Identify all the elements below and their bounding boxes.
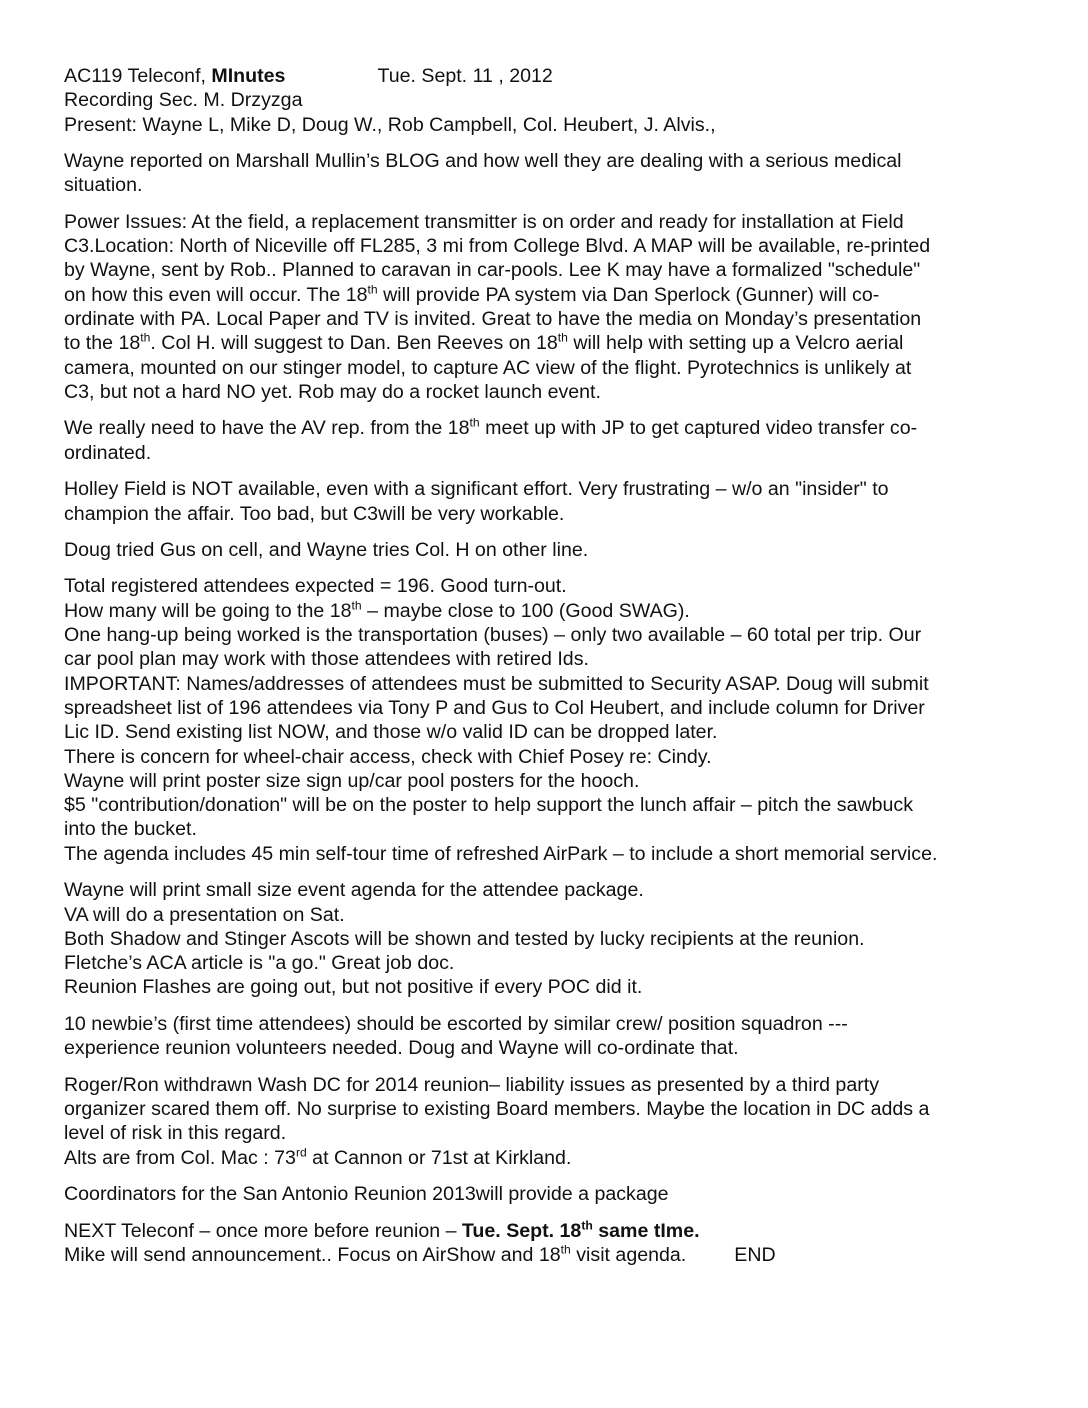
text-span: – maybe close to 100 (Good SWAG). xyxy=(361,599,690,622)
text-line: ordinate with PA. Local Paper and TV is invited. Great to have the media on Monday’s presentation xyxy=(64,308,922,331)
paragraph-newbies xyxy=(64,1012,1032,1061)
text-line: champion the affair. Too bad, but C3will be very workable. xyxy=(64,502,565,525)
text-line: spreadsheet list of 196 attendees via Tony P and Gus to Col Heubert, and include column for Driver xyxy=(64,696,925,719)
header-title-line xyxy=(64,64,1032,88)
paragraph-attendees xyxy=(64,574,1032,866)
text-line xyxy=(64,1146,1032,1170)
text-line: Wayne reported on Marshall Mullin’s BLOG and how well they are dealing with a serious medical xyxy=(64,150,902,173)
text-span: NEXT Teleconf – once more before reunion – xyxy=(64,1219,462,1242)
text-span: We really need to have the AV rep. from the 18 xyxy=(64,417,470,440)
text-line: Power Issues: At the field, a replacement transmitter is on order and ready for installation at Field xyxy=(64,210,904,233)
text-line: Wayne will print poster size sign up/car pool posters for the hooch. xyxy=(64,769,640,792)
paragraph-agenda xyxy=(64,878,1032,999)
superscript: th xyxy=(581,1218,593,1232)
minutes-label: MInutes xyxy=(211,65,286,87)
text-span: meet up with JP to get captured video transfer co- xyxy=(479,417,918,440)
text-span: visit agenda. xyxy=(570,1243,687,1266)
text-line: Reunion Flashes are going out, but not positive if every POC did it. xyxy=(64,976,643,999)
text-line: Coordinators for the San Antonio Reunion 2013will provide a package xyxy=(64,1183,669,1206)
text-span: Alts are from Col. Mac : 73 xyxy=(64,1146,296,1169)
paragraph-holley-field xyxy=(64,477,1032,526)
text-line: ordinated. xyxy=(64,441,152,464)
superscript: rd xyxy=(295,1145,307,1160)
text-line: There is concern for wheel-chair access, check with Chief Posey re: Cindy. xyxy=(64,745,712,768)
superscript: th xyxy=(469,415,480,430)
text-line: One hang-up being worked is the transportation (buses) – only two available – 60 total per trip. Our xyxy=(64,624,922,647)
header-title: AC119 Teleconf, xyxy=(64,65,212,87)
text-line: by Wayne, sent by Rob.. Planned to caravan in car-pools. Lee K may have a formalized "schedule" xyxy=(64,259,921,282)
recording-secretary: Recording Sec. M. Drzyzga xyxy=(64,89,303,112)
text-span: Mike will send announcement.. Focus on AirShow and 18 xyxy=(64,1243,561,1266)
paragraph-av-rep xyxy=(64,416,1032,465)
paragraph-next-teleconf xyxy=(64,1219,1032,1268)
paragraph-2014-reunion xyxy=(64,1073,1032,1170)
text-line: VA will do a presentation on Sat. xyxy=(64,903,345,926)
text-line: C3, but not a hard NO yet. Rob may do a rocket launch event. xyxy=(64,380,601,403)
paragraph-doug-calls xyxy=(64,538,1032,562)
header-block xyxy=(64,64,1032,137)
meeting-date: Tue. Sept. 11 , 2012 xyxy=(377,65,553,87)
text-span: at Cannon or 71st at Kirkland. xyxy=(306,1146,572,1169)
paragraph-blog xyxy=(64,149,1032,198)
text-span: on how this even will occur. The 18 xyxy=(64,283,368,306)
text-line: situation. xyxy=(64,174,143,197)
text-line: Lic ID. Send existing list NOW, and those w/o valid ID can be dropped later. xyxy=(64,721,718,744)
text-line xyxy=(64,1243,1032,1267)
text-line: Both Shadow and Stinger Ascots will be shown and tested by lucky recipients at the reunion. xyxy=(64,927,865,950)
text-line: Holley Field is NOT available, even with a significant effort. Very frustrating – w/o an "insider" to xyxy=(64,478,889,501)
superscript: th xyxy=(367,282,378,297)
text-line: Fletche’s ACA article is "a go." Great job doc. xyxy=(64,952,455,975)
end-marker: END xyxy=(734,1243,776,1266)
text-span: How many will be going to the 18 xyxy=(64,599,352,622)
text-line: Doug tried Gus on cell, and Wayne tries Col. H on other line. xyxy=(64,538,589,561)
text-span: to the 18 xyxy=(64,332,141,355)
text-line: 10 newbie’s (first time attendees) should be escorted by similar crew/ position squadron --- xyxy=(64,1012,848,1035)
text-line: IMPORTANT: Names/addresses of attendees must be submitted to Security ASAP. Doug will submit xyxy=(64,672,929,695)
text-line: into the bucket. xyxy=(64,818,197,841)
text-line: The agenda includes 45 min self-tour time of refreshed AirPark – to include a short memorial service. xyxy=(64,842,938,865)
text-line: organizer scared them off. No surprise to existing Board members. Maybe the location in DC adds a xyxy=(64,1097,930,1120)
text-line xyxy=(64,416,1032,440)
text-line: C3.Location: North of Niceville off FL285, 3 mi from College Blvd. A MAP will be available, re-printed xyxy=(64,235,931,258)
text-line: Total registered attendees expected = 196. Good turn-out. xyxy=(64,575,567,598)
text-line: experience reunion volunteers needed. Doug and Wayne will co-ordinate that. xyxy=(64,1037,739,1060)
text-line: Wayne will print small size event agenda for the attendee package. xyxy=(64,879,644,902)
text-line xyxy=(64,283,1032,307)
superscript: th xyxy=(351,598,362,613)
text-line: camera, mounted on our stinger model, to capture AC view of the flight. Pyrotechnics is unlikely at xyxy=(64,356,912,379)
text-line: car pool plan may work with those attendees with retired Ids. xyxy=(64,648,589,671)
paragraph-power-issues xyxy=(64,210,1032,404)
text-line: $5 "contribution/donation" will be on the poster to help support the lunch affair – pitch the sawbuck xyxy=(64,794,913,817)
text-line: level of risk in this regard. xyxy=(64,1122,287,1145)
text-line xyxy=(64,331,1032,355)
text-span: will help with setting up a Velcro aerial xyxy=(567,332,904,355)
text-span: . Col H. will suggest to Dan. Ben Reeves on 18 xyxy=(150,332,558,355)
text-line: Roger/Ron withdrawn Wash DC for 2014 reunion– liability issues as presented by a third party xyxy=(64,1073,879,1096)
minutes-document xyxy=(64,64,1032,1279)
superscript: th xyxy=(557,330,568,345)
superscript: th xyxy=(560,1242,571,1257)
text-span: Tue. Sept. 18 xyxy=(461,1219,582,1242)
present-list: Present: Wayne L, Mike D, Doug W., Rob Campbell, Col. Heubert, J. Alvis., xyxy=(64,113,716,136)
text-line xyxy=(64,599,1032,623)
text-line xyxy=(64,1219,1032,1243)
paragraph-coordinators xyxy=(64,1182,1032,1206)
text-span: same tIme. xyxy=(592,1219,700,1242)
superscript: th xyxy=(140,330,151,345)
next-date xyxy=(462,1220,700,1242)
text-span: will provide PA system via Dan Sperlock (Gunner) will co- xyxy=(377,283,880,306)
